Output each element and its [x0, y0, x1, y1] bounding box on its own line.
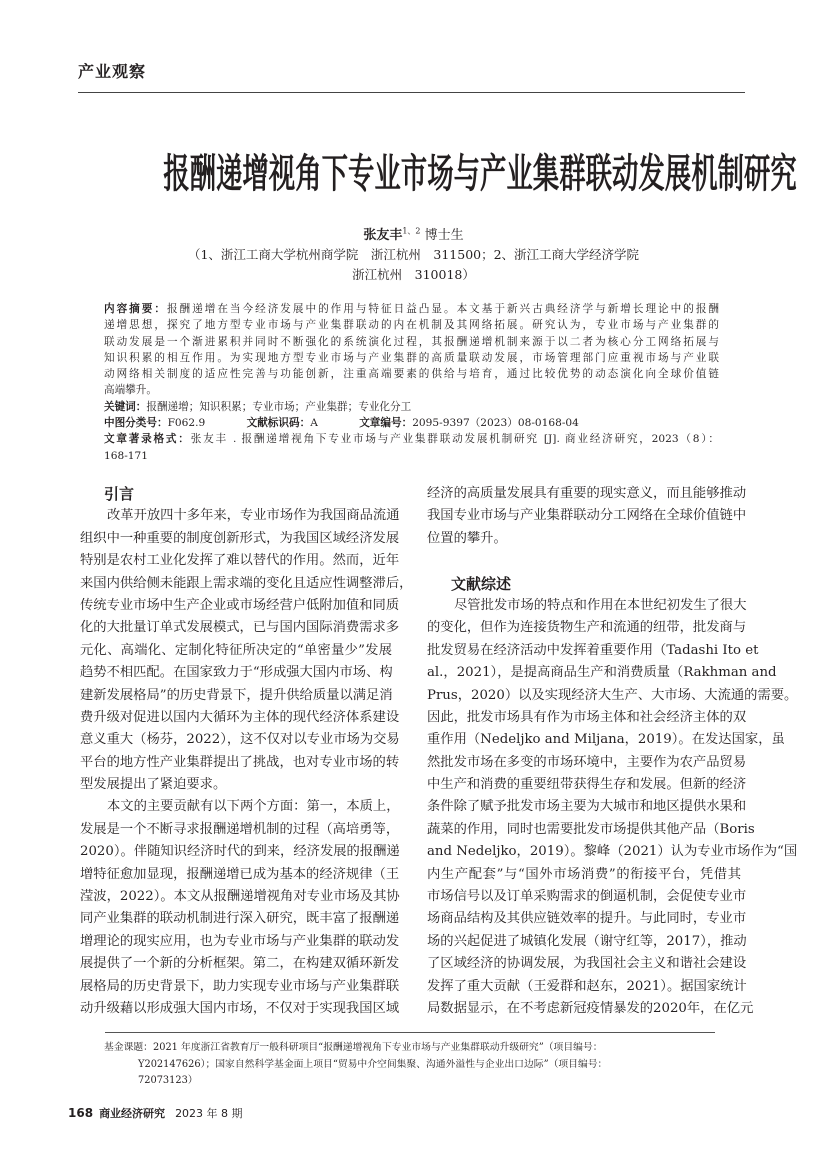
- body-text-line: 发挥了重大贡献（王爱群和赵东，2021）。据国家统计: [427, 978, 747, 994]
- body-text-line: 动升级藉以形成强大国内市场，不仅对于实现我国区域: [80, 1000, 400, 1016]
- body-text-line: 化的大批量订单式发展模式，已与国内国际消费需求多: [80, 620, 400, 636]
- page-footer: [68, 1105, 243, 1121]
- footnote-rule: [105, 1032, 715, 1033]
- issue: 2023 年 8 期: [175, 1107, 243, 1120]
- section-heading: 文献综述: [451, 574, 512, 593]
- body-text-line: 特别是农村工业化发挥了难以替代的作用。然而，近年: [80, 553, 400, 569]
- body-text-line: 重作用（Nedeljko and Miljana，2019）。在发达国家，虽: [427, 732, 785, 748]
- body-text-line: 发展是一个不断寻求报酬递增机制的过程（高培勇等，: [80, 821, 400, 837]
- body-text-line: 元化、高端化、定制化特征所决定的“单密量少”发展: [80, 642, 392, 658]
- body-text-line: 组织中一种重要的制度创新形式，为我国区域经济发展: [80, 530, 400, 546]
- body-text-line: 滢波，2022）。本文从报酬递增视角对专业市场及其协: [80, 889, 400, 905]
- author-affiliation-marks: 1、2: [402, 226, 421, 236]
- page-number: 168: [68, 1106, 94, 1120]
- abstract-block: [104, 301, 719, 464]
- body-text-line: 的变化，但作为连接货物生产和流通的纽带，批发商与: [427, 620, 747, 636]
- body-text-line: Prus，2020）以及实现经济大生产、大市场、大流通的需要。: [427, 687, 798, 703]
- body-text-line: 位置的攀升。: [427, 530, 507, 546]
- body-text-line: 改革开放四十多年来，专业市场作为我国商品流通: [107, 508, 400, 524]
- affiliation-line-1: （1、浙江工商大学杭州商学院 浙江杭州 311500；2、浙江工商大学经济学院: [187, 247, 640, 262]
- body-text-line: 传统专业市场中生产企业或市场经营户低附加值和同质: [80, 597, 400, 613]
- body-text-line: 建新发展格局”的历史背景下，提升供给质量以满足消: [80, 687, 393, 703]
- body-column-left: [80, 483, 413, 1020]
- body-text-line: 因此，批发市场具有作为市场主体和社会经济主体的双: [427, 709, 747, 725]
- classification-line: [104, 415, 719, 431]
- abstract-line: 联动发展是一个渐进累积并同时不断强化的系统演化过程，其报酬递增机制来源于以二者为核心分工网络拓展与: [104, 335, 719, 348]
- footnote-line: Y202147626）；国家自然科学基金面上项目“贸易中介空间集聚、沟通外溢性与企业出口边际”（项目编号：: [138, 1058, 608, 1070]
- footnote-line: 72073123）: [138, 1075, 198, 1086]
- citation-line: [104, 431, 719, 447]
- body-text-line: 内生产配套”与“国外市场消费”的衔接平台，凭借其: [427, 866, 741, 882]
- body-text-line: 我国专业市场与产业集群联动分工网络在全球价值链中: [427, 508, 747, 524]
- keywords: 报酬递增；知识积累；专业市场；产业集群；专业化分工: [146, 400, 412, 413]
- body-text-line: 型发展提出了紧迫要求。: [80, 777, 227, 793]
- body-text-line: 经济的高质量发展具有重要的现实意义，而且能够推动: [427, 486, 747, 501]
- body-text-line: 趋势不相匹配。在国家致力于“形成强大国内市场、构: [80, 665, 393, 681]
- body-text-line: 展格局的历史背景下，助力实现专业市场与产业集群联: [80, 978, 400, 994]
- paper-title: 报酬递增视角下专业市场与产业集群联动发展机制研究: [163, 151, 797, 197]
- clc-label: 中图分类号：: [104, 417, 168, 430]
- body-text-line: 蔬菜的作用，同时也需要批发市场提供其他产品（Boris: [427, 821, 755, 837]
- body-text-line: 市场信号以及订单采购需求的倒逼机制，会促使专业市: [427, 889, 747, 905]
- doc-code-label: 文献标识码：: [246, 417, 311, 430]
- author-name: 张友丰: [363, 228, 403, 243]
- header-rule: [78, 92, 745, 93]
- body-text-line: 局数据显示，在不考虑新冠疫情暴发的2020年，在亿元: [427, 1000, 754, 1016]
- body-text-line: 费升级对促进以国内大循环为主体的现代经济体系建设: [80, 709, 400, 725]
- body-text-line: 然批发市场在多变的市场环境中，主要作为农产品贸易: [427, 754, 747, 770]
- blank-line: [427, 550, 741, 572]
- body-text-line: 尽管批发市场的特点和作用在本世纪初发生了很大: [454, 597, 747, 613]
- body-text-line: and Nedeljko，2019）。黎峰（2021）认为专业市场作为“国: [427, 844, 798, 860]
- abstract-line: 报酬递增在当今经济发展中的作用与特征日益凸显。本文基于新兴古典经济学与新增长理论中的报酬: [166, 303, 720, 315]
- article-no-value: 2095-9397（2023）08-0168-04: [412, 417, 579, 430]
- body-text-line: 场商品结构及其供应链效率的提升。与此同时，专业市: [427, 911, 747, 927]
- body-text-line: 平台的地方性产业集群提出了挑战，也对专业市场的转: [80, 754, 400, 770]
- body-text-line: 本文的主要贡献有以下两个方面：第一，本质上，: [107, 799, 400, 815]
- abstract-line: 动网络相关制度的适应性完善与功能创新，注重高端要素的供给与培育，通过比较优势的动态演化向全球价值链: [104, 368, 719, 381]
- body-text-line: 展提供了一个新的分析框架。第二，在构建双循环新发: [80, 956, 400, 972]
- doc-code-value: A: [310, 417, 318, 430]
- section-heading: 引言: [104, 485, 135, 503]
- body-text-line: 增理论的现实应用，也为专业市场与产业集群的联动发: [80, 933, 400, 949]
- body-text-line: 条件除了赋予批发市场主要为大城市和地区提供水果和: [427, 799, 747, 815]
- body-text-line: 来国内供给侧未能跟上需求端的变化且适应性调整滞后，: [80, 575, 413, 591]
- journal-name: 商业经济研究: [99, 1107, 166, 1120]
- body-column-right: [427, 483, 798, 1020]
- abstract-line: 递增思想，探究了地方型专业市场与产业集群联动的内在机制及其网络拓展。研究认为，专业市场与产业集群的: [104, 319, 719, 332]
- title-block: [0, 150, 827, 198]
- body-text-line: 同产业集群的联动机制进行深入研究，既丰富了报酬递: [80, 911, 400, 927]
- affiliation-line-2: 浙江杭州 310018）: [352, 267, 475, 282]
- citation-line-2: 168-171: [104, 449, 149, 462]
- body-text-line: 增特征愈加显现，报酬递增已成为基本的经济规律（王: [80, 866, 400, 882]
- author-degree: 博士生: [424, 228, 464, 243]
- keywords-label: 关键词：: [104, 400, 147, 413]
- footnote-line: 2021 年度浙江省教育厅一般科研项目“报酬递增视角下专业市场与产业集群联动升级研究”（项目编号：: [152, 1042, 603, 1053]
- body-text-line: al.，2021），是提高商品生产和消费质量（Rakhman and: [427, 665, 777, 681]
- footnote-label: 基金课题：: [104, 1042, 153, 1053]
- author-line: [0, 224, 827, 243]
- body-text-line: 场的兴起促进了城镇化发展（谢守红等，2017），推动: [427, 933, 747, 949]
- article-no-label: 文章编号：: [359, 417, 413, 430]
- section-label: 产业观察: [78, 62, 147, 81]
- body-text-line: 2020）。伴随知识经济时代的到来，经济发展的报酬递: [80, 844, 400, 860]
- keywords-line: [104, 399, 719, 415]
- abstract-line: 知识积累的相互作用。为实现地方型专业市场与产业集群的高质量联动发展，市场管理部门应重视市场与产业联: [104, 351, 719, 364]
- body-text-line: 中生产和消费的重要纽带获得生存和发展。但新的经济: [427, 777, 747, 793]
- citation-text: 张友丰 . 报酬递增视角下专业市场与产业集群联动发展机制研究 [J]. 商业经济研究，2023（8）：: [190, 433, 720, 446]
- abstract-label: 内容摘要：: [104, 303, 167, 315]
- clc-value: F062.9: [167, 417, 206, 430]
- body-text-line: 了区域经济的协调发展，为我国社会主义和谐社会建设: [427, 956, 747, 972]
- funding-footnote: [104, 1040, 607, 1090]
- citation-label: 文章著录格式：: [104, 433, 191, 446]
- abstract-line: 高端攀升。: [104, 384, 157, 397]
- body-text-line: 批发贸易在经济活动中发挥着重要作用（Tadashi Ito et: [427, 642, 759, 658]
- body-text-line: 意义重大（杨芬，2022），这不仅对以专业市场为交易: [80, 732, 400, 748]
